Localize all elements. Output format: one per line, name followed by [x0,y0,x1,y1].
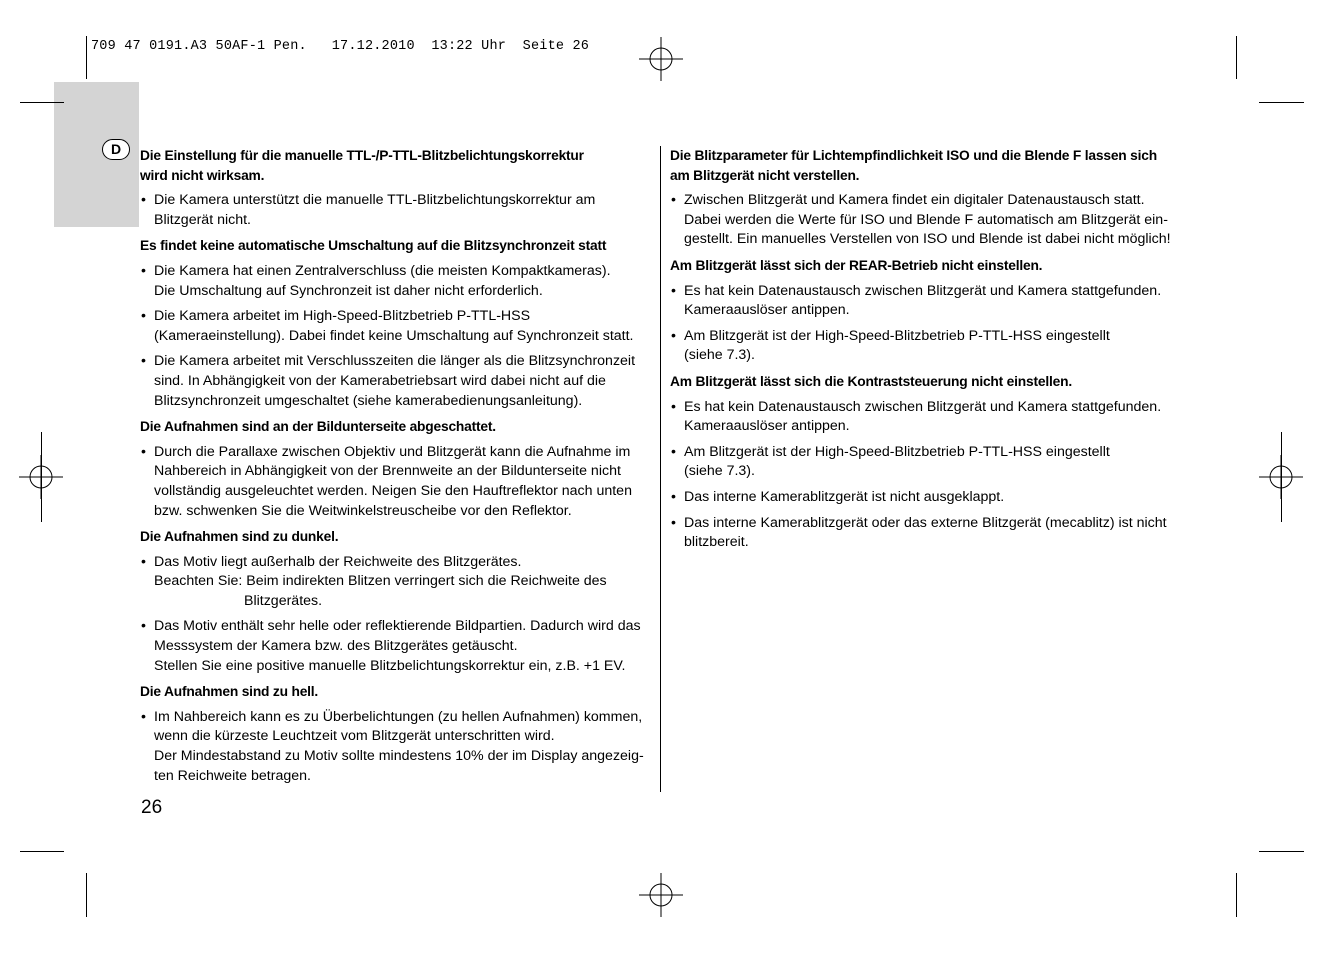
crop-mark [1236,873,1237,917]
section-heading: Die Aufnahmen sind an der Bildunterseite abgeschattet. [140,419,496,435]
crop-mark [86,36,87,79]
crop-mark [20,851,64,852]
bullet-item: • Das Motiv liegt außerhalb der Reichweite des Blitzgerätes. Beachten Sie: Beim indirekten Blitzen verringert sich die Reichweite des Blitzgerätes. [141,553,607,609]
left-column [140,146,653,792]
bullet-item: • Das Motiv enthält sehr helle oder reflektierende Bildpartien. Dadurch wird das Messsystem der Kamera bzw. des Blitzgerätes getäuscht. Stellen Sie eine positive manuelle Blitzbelichtungskorrektur ein, z.B. +1 EV. [141,618,641,674]
bullet-item: • Durch die Parallaxe zwischen Objektiv und Blitzgerät kann die Aufnahme im Nahbereich in Abhängigkeit von der Brennweite an der Bildunterseite nicht vollständig ausgeleuchtet werden. Neigen Sie den Hauftreflektor nach unten bzw. schwenken Sie die Weitwinkelstreuscheibe vor den Reflektor. [141,443,632,519]
section-heading: Es findet keine automatische Umschaltung auf die Blitzsynchronzeit statt [140,238,607,254]
language-badge: D [102,139,130,160]
section-heading: Die Blitzparameter für Lichtempfindlichkeit ISO und die Blende F lassen sich am Blitzgerät nicht verstellen. [670,148,1157,183]
crop-mark [1236,36,1237,79]
section-heading: Die Einstellung für die manuelle TTL-/P-TTL-Blitzbelichtungskorrektur wird nicht wirksam. [140,148,584,183]
section-heading: Am Blitzgerät lässt sich die Kontraststeuerung nicht einstellen. [670,373,1072,389]
bullet-item: • Es hat kein Datenaustausch zwischen Blitzgerät und Kamera stattgefunden. Kameraauslöser antippen. [671,282,1162,319]
bullet-item: • Die Kamera arbeitet mit Verschlusszeiten die länger als die Blitzsynchronzeit sind. In Abhängigkeit von der Kamerabetriebsart wird dabei nicht auf die Blitzsynchronzeit umgeschaltet (siehe kamerabedienungsanleitung). [141,353,636,409]
crop-mark [1281,432,1282,522]
page-number: 26 [141,797,163,818]
bullet-item: • Die Kamera hat einen Zentralverschluss (die meisten Kompaktkameras). Die Umschaltung auf Synchronzeit ist daher nicht erforderlich. [141,262,611,299]
bullet-item: • Zwischen Blitzgerät und Kamera findet ein digitaler Datenaustausch statt. Dabei werden die Werte für ISO und Blende F automatisch am Blitzgerät ein- gestellt. Ein manuelles Verstellen von ISO und Blende ist dabei nicht möglich! [671,192,1171,248]
crop-mark [1259,102,1304,103]
column-divider [660,146,661,792]
bullet-item: • Das interne Kamerablitzgerät ist nicht ausgeklappt. [671,488,1005,505]
registration-mark-icon [639,37,683,81]
print-slug-header: 709 47 0191.A3 50AF-1 Pen. 17.12.2010 13:22 Uhr Seite 26 [91,39,590,54]
bullet-item: • Die Kamera arbeitet im High-Speed-Blitzbetrieb P-TTL-HSS (Kameraeinstellung). Dabei findet keine Umschaltung auf Synchronzeit statt. [141,308,634,344]
section-heading: Die Aufnahmen sind zu dunkel. [140,529,339,545]
bullet-item: • Die Kamera unterstützt die manuelle TTL-Blitzbelichtungskorrektur am Blitzgerät nicht. [141,192,596,228]
crop-mark [1259,851,1304,852]
section-heading: Die Aufnahmen sind zu hell. [140,684,319,700]
crop-mark [41,432,42,522]
bullet-item: • Es hat kein Datenaustausch zwischen Blitzgerät und Kamera stattgefunden. Kameraauslöser antippen. [671,398,1162,435]
bullet-item: • Im Nahbereich kann es zu Überbelichtungen (zu hellen Aufnahmen) kommen, wenn die kürzeste Leuchtzeit vom Blitzgerät unterschritten wird. Der Mindestabstand zu Motiv sollte mindestens 10% der im Display angezeig- ten Reichweite betragen. [141,708,644,784]
section-heading: Am Blitzgerät lässt sich der REAR-Betrieb nicht einstellen. [670,257,1043,273]
crop-mark [86,873,87,917]
right-column [670,146,1185,559]
bullet-item: • Das interne Kamerablitzgerät oder das externe Blitzgerät (mecablitz) ist nicht blitzbereit. [671,514,1167,551]
crop-mark [20,102,64,103]
bullet-item: • Am Blitzgerät ist der High-Speed-Blitzbetrieb P-TTL-HSS eingestellt (siehe 7.3). [671,327,1110,364]
registration-mark-icon [639,873,683,917]
bullet-item: • Am Blitzgerät ist der High-Speed-Blitzbetrieb P-TTL-HSS eingestellt (siehe 7.3). [671,443,1110,480]
